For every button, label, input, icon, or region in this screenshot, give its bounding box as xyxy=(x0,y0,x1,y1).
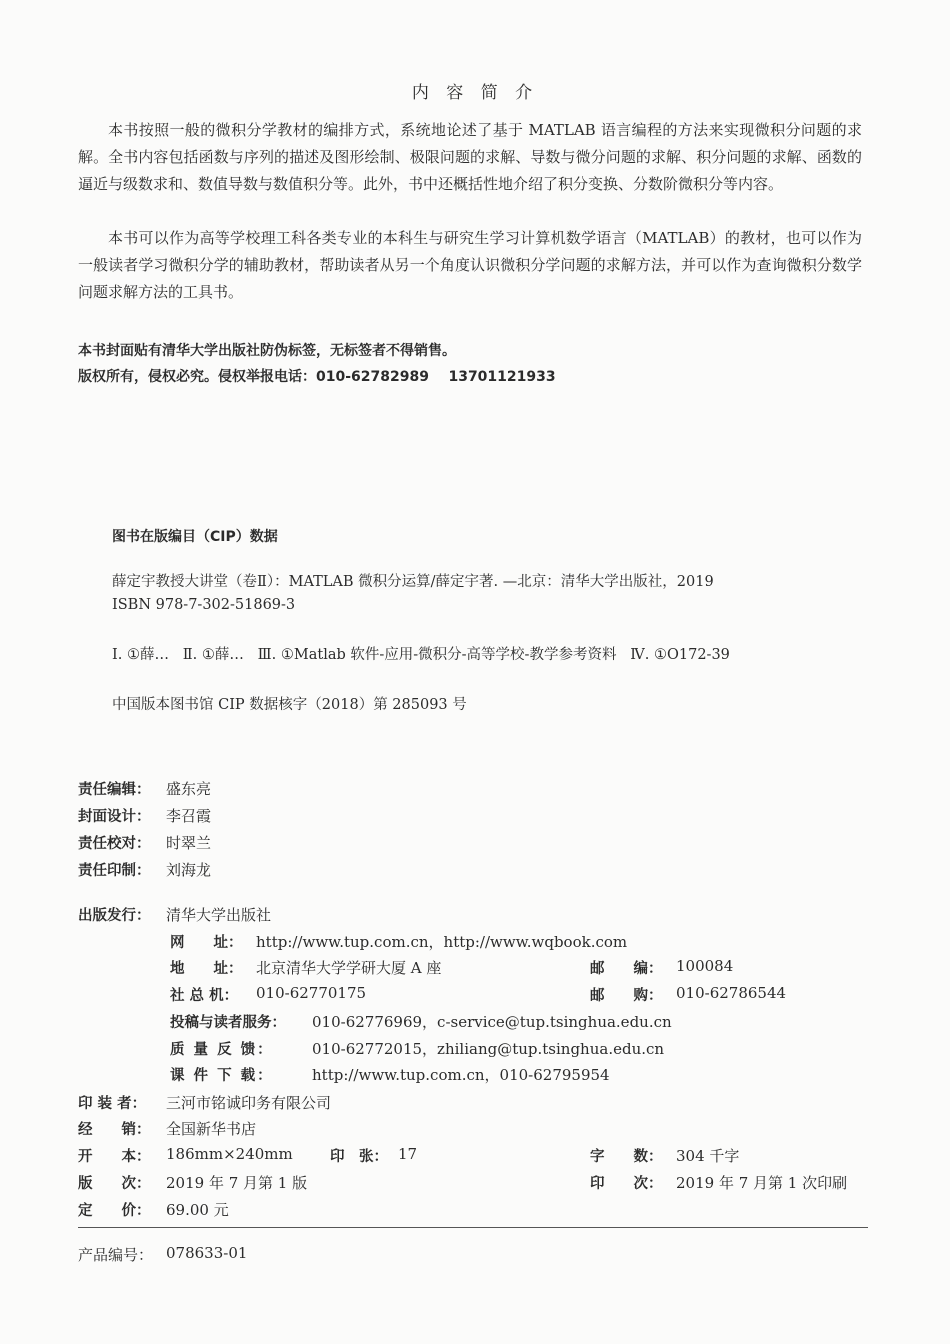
cip-heading: 图书在版编目（CIP）数据 xyxy=(112,529,278,545)
format-value: 186mm×240mm xyxy=(166,1145,293,1163)
cip-verification: 中国版本图书馆 CIP 数据核字（2018）第 285093 号 xyxy=(112,697,467,713)
courseware-label: 课 件 下 载： xyxy=(170,1068,274,1084)
words-label: 字 数： xyxy=(590,1149,663,1165)
submission-value: 010-62776969，c-service@tup.tsinghua.edu.cn xyxy=(312,1013,672,1031)
sheets-label: 印 张： xyxy=(330,1149,388,1165)
mailorder-value: 010-62786544 xyxy=(676,984,787,1002)
printer-label: 印 装 者： xyxy=(78,1096,147,1112)
staff-value: 时翠兰 xyxy=(166,834,212,852)
impression-value: 2019 年 7 月第 1 次印刷 xyxy=(676,1174,848,1192)
publisher-label: 出版发行： xyxy=(78,908,151,924)
price-label: 定 价： xyxy=(78,1203,151,1219)
product-code-label: 产品编号： xyxy=(78,1246,154,1264)
address-label: 地 址： xyxy=(170,961,243,977)
mailorder-label: 邮 购： xyxy=(590,988,663,1004)
switchboard-label: 社 总 机： xyxy=(170,988,239,1004)
format-label: 开 本： xyxy=(78,1149,151,1165)
staff-label: 责任编辑： xyxy=(78,782,151,798)
words-value: 304 千字 xyxy=(676,1147,740,1165)
postcode-value: 100084 xyxy=(676,957,734,975)
staff-value: 李召霞 xyxy=(166,807,212,825)
courseware-value: http://www.tup.com.cn，010-62795954 xyxy=(312,1066,610,1084)
switchboard-value: 010-62770175 xyxy=(256,984,367,1002)
cip-classification: Ⅰ. ①薛… Ⅱ. ①薛… Ⅲ. ①Matlab 软件-应用-微积分-高等学校-教学参考资料 Ⅳ. ①O172-39 xyxy=(112,647,730,663)
edition-value: 2019 年 7 月第 1 版 xyxy=(166,1174,308,1192)
quality-label: 质 量 反 馈： xyxy=(170,1042,274,1058)
staff-label: 责任校对： xyxy=(78,836,151,852)
divider xyxy=(78,1227,868,1228)
staff-value: 盛东亮 xyxy=(166,780,212,798)
staff-label: 责任印制： xyxy=(78,863,151,879)
page-title: 内 容 简 介 xyxy=(411,83,539,103)
distributor-value: 全国新华书店 xyxy=(166,1120,257,1138)
product-code-value: 078633-01 xyxy=(166,1244,248,1262)
copyright-notice: 版权所有，侵权必究。侵权举报电话：010-62782989 13701121933 xyxy=(78,369,556,385)
anti-counterfeit-notice: 本书封面贴有清华大学出版社防伪标签，无标签者不得销售。 xyxy=(78,343,456,359)
cip-title-line: 薛定宇教授大讲堂（卷Ⅱ）：MATLAB 微积分运算/薛定宇著. —北京：清华大学出版社，2019 xyxy=(112,574,714,590)
intro-paragraph-2: 本书可以作为高等学校理工科各类专业的本科生与研究生学习计算机数学语言（MATLAB）的教材，也可以作为一般读者学习微积分学的辅助教材，帮助读者从另一个角度认识微积分学问题的求解方法，并可以作为查询微积分数学问题求解方法的工具书。 xyxy=(78,229,862,301)
impression-label: 印 次： xyxy=(590,1176,663,1192)
website-value: http://www.tup.com.cn，http://www.wqbook.com xyxy=(256,933,628,951)
edition-label: 版 次： xyxy=(78,1176,151,1192)
submission-label: 投稿与读者服务： xyxy=(170,1015,286,1031)
distributor-label: 经 销： xyxy=(78,1122,151,1138)
price-value: 69.00 元 xyxy=(166,1201,229,1219)
quality-value: 010-62772015，zhiliang@tup.tsinghua.edu.cn xyxy=(312,1040,665,1058)
postcode-label: 邮 编： xyxy=(590,961,663,977)
website-label: 网 址： xyxy=(170,935,243,951)
staff-label: 封面设计： xyxy=(78,809,151,825)
intro-paragraph-1: 本书按照一般的微积分学教材的编排方式，系统地论述了基于 MATLAB 语言编程的方法来实现微积分问题的求解。全书内容包括函数与序列的描述及图形绘制、极限问题的求解、导数与微分问题的求解、积分问题的求解、函数的逼近与级数求和、数值导数与数值积分等。此外，书中还概括性地介绍了积分变换、分数阶微积分等内容。 xyxy=(78,121,862,193)
staff-value: 刘海龙 xyxy=(166,861,212,879)
address-value: 北京清华大学学研大厦 A 座 xyxy=(256,959,442,977)
printer-value: 三河市铭诚印务有限公司 xyxy=(166,1094,332,1112)
sheets-value: 17 xyxy=(398,1145,418,1163)
publisher-name: 清华大学出版社 xyxy=(166,906,272,924)
cip-isbn: ISBN 978-7-302-51869-3 xyxy=(112,597,296,613)
